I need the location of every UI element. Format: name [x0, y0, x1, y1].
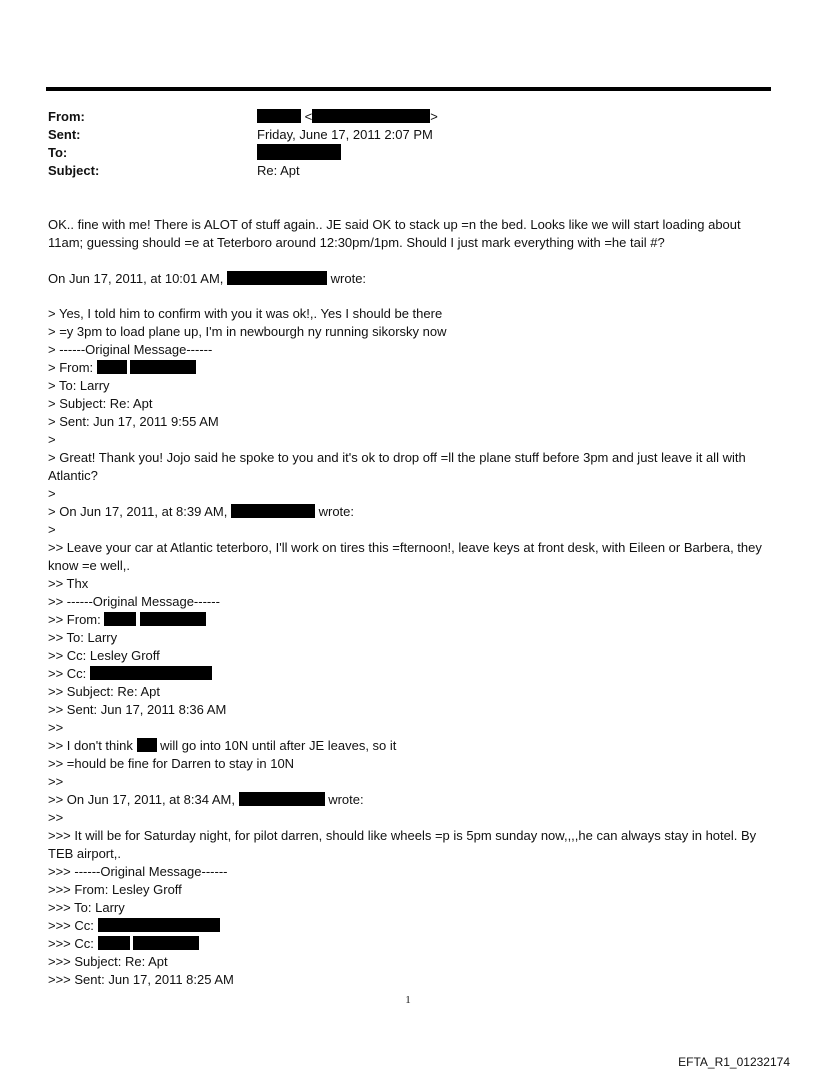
body-line: > =y 3pm to load plane up, I'm in newbourgh ny running sikorsky now	[48, 324, 447, 339]
body-line: >> I don't think will go into 10N until after JE leaves, so it	[48, 738, 397, 753]
to-value	[257, 144, 341, 163]
from-label: From:	[48, 109, 85, 124]
quote-header: On Jun 17, 2011, at 10:01 AM, wrote:	[48, 271, 367, 286]
body-line: >>> ------Original Message------	[48, 864, 228, 879]
redaction	[90, 666, 212, 680]
body-line: > Subject: Re: Apt	[48, 396, 153, 411]
redaction	[257, 109, 301, 123]
to-label: To:	[48, 145, 68, 160]
body-line: >> =hould be fine for Darren to stay in 10N	[48, 756, 295, 771]
redaction	[140, 612, 206, 626]
body-line: >>> Sent: Jun 17, 2011 8:25 AM	[48, 972, 234, 987]
redaction	[257, 144, 341, 160]
redaction	[98, 918, 220, 932]
redaction	[130, 360, 196, 374]
body-line: >>	[48, 774, 64, 789]
body-line: > Great! Thank you! Jojo said he spoke to you and it's ok to drop off =ll the plane stuff before 3pm and just leave it all with Atlantic?	[48, 450, 746, 483]
redaction	[97, 360, 127, 374]
body-line: >> Sent: Jun 17, 2011 8:36 AM	[48, 702, 227, 717]
subject-value: Re: Apt	[257, 163, 300, 178]
body-line: >>	[48, 720, 64, 735]
body-line: >> Cc:	[48, 665, 776, 683]
body-line: >> From:	[48, 611, 776, 629]
body-line: >> On Jun 17, 2011, at 8:34 AM, wrote:	[48, 792, 364, 807]
subject-label: Subject:	[48, 163, 100, 178]
redaction	[137, 738, 157, 752]
redaction	[98, 936, 130, 950]
sent-value: Friday, June 17, 2011 2:07 PM	[257, 127, 433, 142]
body-line: > Sent: Jun 17, 2011 9:55 AM	[48, 414, 219, 429]
body-line: > To: Larry	[48, 378, 110, 393]
redaction	[312, 109, 430, 123]
body-line: > On Jun 17, 2011, at 8:39 AM, wrote:	[48, 504, 355, 519]
body-line: >>> Cc:	[48, 935, 776, 953]
sent-label: Sent:	[48, 127, 81, 142]
page-number: 1	[405, 994, 411, 1006]
redaction	[231, 504, 315, 518]
body-line: > From:	[48, 359, 776, 377]
body-line: >	[48, 432, 56, 447]
body-line: >>> Subject: Re: Apt	[48, 954, 168, 969]
header-rule	[46, 87, 771, 91]
body-line: >> Subject: Re: Apt	[48, 684, 161, 699]
document-id: EFTA_R1_01232174	[678, 1055, 790, 1069]
body-line: >> Thx	[48, 576, 89, 591]
body-line: > Yes, I told him to confirm with you it was ok!,. Yes I should be there	[48, 306, 443, 321]
redaction	[239, 792, 325, 806]
body-paragraph: OK.. fine with me! There is ALOT of stuff again.. JE said OK to stack up =n the bed. Looks like we will start loading about 11am; guessing should =e at Teterboro around 12:30pm/1pm. Should I just mark everything with =he tail #?	[48, 217, 741, 250]
redaction	[104, 612, 136, 626]
from-value: < >	[257, 108, 438, 126]
body-line: >> Cc: Lesley Groff	[48, 648, 160, 663]
body-line: >> Leave your car at Atlantic teterboro, I'll work on tires this =fternoon!, leave keys at front desk, with Eileen or Barbera, they know =e well,.	[48, 540, 762, 573]
body-line: >	[48, 486, 56, 501]
body-line: >>	[48, 810, 64, 825]
body-line: >	[48, 522, 56, 537]
body-line: >>> Cc:	[48, 917, 776, 935]
body-line: >> To: Larry	[48, 630, 118, 645]
body-line: > ------Original Message------	[48, 342, 213, 357]
redaction	[227, 271, 327, 285]
redaction	[133, 936, 199, 950]
body-line: >> ------Original Message------	[48, 594, 220, 609]
body-line: >>> To: Larry	[48, 900, 125, 915]
body-line: >>> It will be for Saturday night, for pilot darren, should like wheels =p is 5pm sunday now,,,,he can always stay in hotel. By TEB airport,.	[48, 828, 757, 861]
body-line: >>> From: Lesley Groff	[48, 882, 182, 897]
